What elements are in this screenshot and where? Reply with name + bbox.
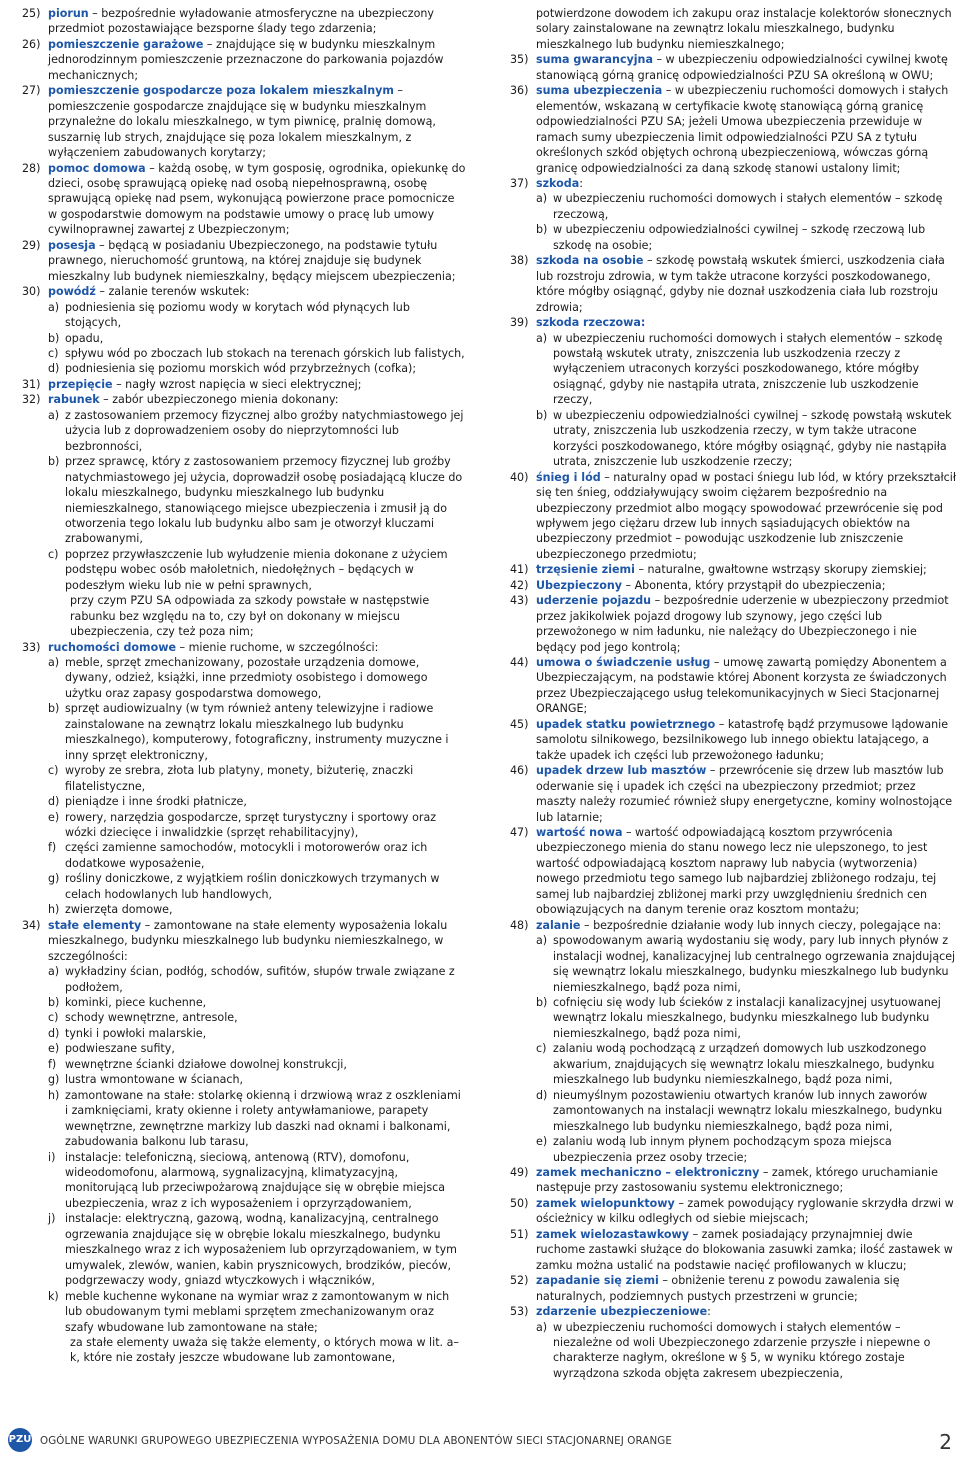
definition-text: – zamek powodujący ryglowanie skrzydła drzwi w ościeżnicy w kilku odległych od siebie miejscach; [536, 1196, 954, 1226]
definition-text: potwierdzone dowodem ich zakupu oraz instalacje kolektorów słonecznych solary zainstalowane na zewnątrz lokalu mieszkalnego, budynku mieszkalnego lub budynku niemieszkalnego; [536, 7, 952, 51]
sub-item-text: w ubezpieczeniu ruchomości domowych i stałych elementów – niezależne od woli Ubezpieczonego zdarzenie przyszłe i niepewne o charakterze nagłym, określone w § 5, w wyniku którego zostaje wyrządzona szkoda objęta zakresem ubezpieczenia, [553, 1320, 931, 1380]
definition-item [510, 1196, 956, 1227]
sub-item [22, 763, 466, 794]
sub-item [22, 1041, 466, 1056]
sub-item-letter: d) [536, 1088, 548, 1102]
sub-item-text: lustra wmontowane w ścianach, [65, 1073, 244, 1087]
sub-item-letter: c) [48, 764, 59, 778]
right-column [510, 6, 956, 1381]
sub-item [510, 191, 956, 222]
sub-item-text: pieniądze i inne środki płatnicze, [65, 795, 247, 809]
definition-item [510, 655, 956, 717]
sub-item-letter: g) [48, 872, 60, 886]
defined-term: pomieszczenie gospodarcze poza lokalem mieszkalnym [48, 84, 394, 98]
definition-item [22, 37, 466, 83]
item-number: 35) [510, 53, 529, 67]
definition-item [22, 6, 466, 37]
definition-text: – nagły wzrost napięcia w sieci elektrycznej; [112, 377, 362, 391]
defined-term: powódź [48, 285, 96, 299]
sub-item-letter: a) [48, 408, 60, 422]
defined-term: zamek mechaniczno – elektroniczny [536, 1165, 760, 1179]
sub-item [510, 331, 956, 408]
definition-item [510, 176, 956, 191]
defined-term: upadek drzew lub masztów [536, 764, 707, 778]
sub-item [22, 361, 466, 376]
page-number: 2 [939, 1430, 952, 1454]
sub-item-text: zalaniu wodą pochodzącą z urządzeń domowych lub uszkodzonego akwarium, znajdujących się wewnątrz lokalu mieszkalnego, budynku mieszkalnego lub budynku niemieszkalnego, bądź poza nimi, [553, 1042, 935, 1087]
defined-term: zamek wielozastawkowy [536, 1227, 690, 1241]
defined-term: pomoc domowa [48, 161, 146, 175]
item-number: 28) [22, 161, 41, 175]
sub-item-letter: d) [48, 362, 60, 376]
item-number: 46) [510, 764, 529, 778]
definition-text: – bezpośrednie wyładowanie atmosferyczne na ubezpieczony przedmiot pozostawiające bezsporne ślady tego zdarzenia; [48, 7, 434, 36]
definition-item [22, 918, 466, 964]
sub-item-text: podniesienia się poziomu morskich wód przybrzeżnych (cofka); [65, 362, 417, 376]
definition-item [510, 315, 956, 330]
definition-item [510, 1165, 956, 1196]
sub-item-text: tynki i powłoki malarskie, [65, 1026, 207, 1040]
defined-term: szkoda na osobie [536, 254, 644, 268]
item-number: 49) [510, 1165, 529, 1179]
defined-term: pomieszczenie garażowe [48, 37, 204, 51]
footer-title: OGÓLNE WARUNKI GRUPOWEGO UBEZPIECZENIA WYPOSAŻENIA DOMU DLA ABONENTÓW SIECI STACJONARNEJ ORANGE [40, 1435, 672, 1447]
sub-item [510, 222, 956, 253]
definition-text: – zamontowane na stałe elementy wyposażenia lokalu mieszkalnego, budynku mieszkalnego lub budynku niemieszkalnego, w szczególności: [48, 918, 448, 963]
sub-item-text: sprzęt audiowizualny (w tym również anteny telewizyjne i radiowe zainstalowane na zewnątrz lokalu mieszkalnego lub budynku mieszkalnego), komputerowy, fotograficzny, instrumenty muzyczne i inny sprzęt elektroniczny, [65, 702, 449, 762]
sub-item-text: opadu, [65, 331, 104, 345]
defined-term: umowa o świadczenie usług [536, 656, 711, 670]
sub-item [22, 1057, 466, 1072]
sub-item [22, 408, 466, 454]
item-number: 43) [510, 594, 529, 608]
sub-item-letter: f) [48, 1057, 57, 1071]
sub-item [510, 933, 956, 995]
definition-text: – mienie ruchome, w szczególności: [176, 640, 379, 654]
item-number: 31) [22, 377, 41, 391]
sub-item [22, 346, 466, 361]
sub-item [510, 408, 956, 470]
definition-item [22, 392, 466, 407]
sub-item-letter: a) [48, 656, 60, 670]
sub-item-text: zwierzęta domowe, [65, 903, 173, 917]
sub-item [510, 995, 956, 1041]
item-number: 39) [510, 316, 529, 330]
item-number: 26) [22, 37, 41, 51]
sub-item-text: w ubezpieczeniu odpowiedzialności cywilnej – szkodę rzeczową lub szkodę na osobie; [553, 223, 926, 252]
definition-text: – szkodę powstałą wskutek śmierci, uszkodzenia ciała lub rozstroju zdrowia, w tym także utracone korzyści poszkodowanego, które mógłby osiągnąć, gdyby nie doznał uszkodzenia ciała lub rozstroju zdrowia; [536, 254, 945, 314]
definition-item [510, 83, 956, 176]
sub-item-text: meble, sprzęt zmechanizowany, pozostałe urządzenia domowe, dywany, odzież, książki, inne przedmioty osobistego i domowego użytku oraz zapasy gospodarstwa domowego, [65, 656, 428, 700]
defined-term: wartość nowa [536, 826, 623, 840]
definition-item [510, 1304, 956, 1319]
definition-item [510, 562, 956, 577]
sub-item [22, 902, 466, 917]
sub-item-letter: a) [536, 192, 548, 206]
sub-item-text: wewnętrzne ścianki działowe dowolnej konstrukcji, [65, 1057, 347, 1071]
sub-item-letter: b) [48, 331, 60, 345]
sub-item-text: wykładziny ścian, podłóg, schodów, sufitów, słupów trwale związane z podłożem, [65, 965, 455, 994]
definition-text: – zabór ubezpieczonego mienia dokonany: [99, 393, 339, 407]
definition-item [22, 377, 466, 392]
definition-text: – będącą w posiadaniu Ubezpieczonego, na podstawie tytułu prawnego, nieruchomość gruntową, na której znajduje się budynek mieszkalny lub budynek niemieszkalny, będący miejscem ubezpieczenia; [48, 238, 456, 283]
definition-text: – umowę zawartą pomiędzy Abonentem a Ubezpieczającym, na podstawie której Abonent korzysta ze świadczonych przez Ubezpieczającego usług telekomunikacyjnych w Sieci Stacjonarnej ORANGE; [536, 656, 947, 716]
sub-item-letter: b) [48, 702, 60, 716]
item-number: 52) [510, 1274, 529, 1288]
sub-item-letter: g) [48, 1073, 60, 1087]
defined-term: piorun [48, 7, 89, 20]
sub-item-letter: b) [536, 223, 548, 237]
sub-item-text: części zamienne samochodów, motocykli i motorowerów oraz ich dodatkowe wyposażenie, [65, 841, 428, 870]
item-number: 41) [510, 563, 529, 577]
definition-text: – naturalne, gwałtowne wstrząsy skorupy ziemskiej; [634, 563, 927, 577]
item-closing-text: przy czym PZU SA odpowiada za szkody powstałe w następstwie rabunku bez względu na to, czy był on dokonany w miejscu ubezpieczenia, czy też poza nim; [70, 594, 430, 639]
definition-text: – Abonenta, który przystąpił do ubezpieczenia; [621, 578, 886, 592]
sub-item-text: poprzez przywłaszczenie lub wyłudzenie mienia dokonane z użyciem podstępu wobec osób małoletnich, niedołężnych – będących w podeszłym wieku lub nie w pełni sprawnych, [65, 547, 448, 592]
sub-item-text: w ubezpieczeniu ruchomości domowych i stałych elementów – szkodę rzeczową, [553, 192, 943, 221]
item-number: 33) [22, 640, 41, 654]
sub-item-text: rośliny doniczkowe, z wyjątkiem roślin doniczkowych trzymanych w celach hodowlanych lub handlowych, [65, 872, 440, 901]
sub-item-letter: k) [48, 1289, 59, 1303]
definition-text: – zamek posiadający przynajmniej dwie ruchome zastawki służące do blokowania zasuwki zamka; ilość zastawek w zamku można ustalić na podstawie nacięć profilowanych w kluczu; [536, 1227, 953, 1272]
sub-item [22, 1026, 466, 1041]
item-number: 50) [510, 1196, 529, 1210]
sub-item-text: zalaniu wodą lub innym płynem pochodzącym spoza miejsca ubezpieczenia przez osoby trzecie; [553, 1135, 892, 1164]
defined-term: szkoda rzeczowa: [536, 316, 646, 330]
left-column [22, 6, 466, 1366]
sub-item-text: meble kuchenne wykonane na wymiar wraz z zamontowanym w nich lub obudowanym tymi meblami sprzętem zmechanizowanym oraz szafy wbudowane lub zamontowane na stałe; [65, 1289, 450, 1334]
pzu-logo-icon: PZU [8, 1428, 32, 1452]
sub-item-letter: h) [48, 903, 60, 917]
definition-text: – bezpośrednie działanie wody lub innych cieczy, polegające na: [580, 918, 942, 932]
definition-item [510, 593, 956, 655]
sub-item-letter: e) [536, 1135, 548, 1149]
definition-text: – naturalny opad w postaci śniegu lub lód, w który przekształcił się ten śnieg, oddziaływujący swoim ciężarem bezpośrednio na ubezpieczony przedmiot albo mogący spowodować przewrócenie się pod wpływem jego ciężaru drzew lub innych sąsiadujących obiektów na ubezpieczony przedmiot – powodując uszkodzenie lub zniszczenie ubezpieczonego przedmiotu; [536, 470, 956, 561]
sub-item-letter: a) [536, 331, 548, 345]
sub-item [22, 1289, 466, 1335]
defined-term: Ubezpieczony [536, 578, 622, 592]
sub-item-letter: a) [536, 1320, 548, 1334]
definition-text: : [707, 1305, 711, 1319]
definition-text: – pomieszczenie gospodarcze znajdujące się w budynku mieszkalnym przynależne do lokalu mieszkalnego, w tym piwnicę, pralnię domową, suszarnię lub strych, znajdujące się poza lokalem mieszkalnym, z wyłączeniem zabudowanych korytarzy; [48, 84, 436, 160]
item-number: 48) [510, 918, 529, 932]
sub-item [510, 1320, 956, 1382]
sub-item [22, 331, 466, 346]
defined-term: trzęsienie ziemi [536, 563, 635, 577]
item-number: 40) [510, 470, 529, 484]
item-number: 45) [510, 717, 529, 731]
sub-item-text: instalacje: elektryczną, gazową, wodną, kanalizacyjną, centralnego ogrzewania znajdujące się w obrębie lokalu mieszkalnego, budynku mieszkalnego wraz z ich wyposażeniem lub oprzyrządowaniem, w tym umywalek, zlewów, wanien, kabin prysznicowych, brodzików, pieców, podgrzewaczy wody, gniazd wtyczkowych i włączników, [65, 1212, 457, 1288]
definition-item [510, 6, 956, 52]
item-number: 27) [22, 84, 41, 98]
sub-item [510, 1041, 956, 1087]
defined-term: ruchomości domowe [48, 640, 177, 654]
item-number: 32) [22, 393, 41, 407]
sub-item-letter: b) [536, 996, 548, 1009]
definition-text: : [579, 176, 583, 190]
item-number: 53) [510, 1305, 529, 1319]
defined-term: zalanie [536, 918, 581, 932]
sub-item-letter: b) [48, 996, 60, 1009]
definition-text: – bezpośrednie uderzenie w ubezpieczony przedmiot przez jakikolwiek pojazd drogowy lub szynowy, jego części lub przewożonego w nim ładunku, nie należący do Ubezpieczonego i nie będący pod jego kontrolą; [536, 594, 949, 654]
sub-item-letter: i) [48, 1150, 56, 1164]
sub-item [22, 810, 466, 841]
defined-term: suma gwarancyjna [536, 53, 653, 67]
sub-item-text: wyroby ze srebra, złota lub platyny, monety, biżuterię, znaczki filatelistyczne, [65, 764, 414, 793]
definition-item [510, 253, 956, 315]
sub-item-text: w ubezpieczeniu ruchomości domowych i stałych elementów – szkodę powstałą wskutek utraty, zniszczenia lub uszkodzenia rzeczy z wyłączeniem utraconych korzyści poszkodowanego, które mógłby osiągnąć, gdyby nie nastąpiła utrata, zniszczenie lub uszkodzenie rzeczy, [553, 331, 943, 407]
sub-item [510, 1134, 956, 1165]
definition-text: – przewrócenie się drzew lub masztów lub oderwanie się i upadek ich części na ubezpieczony przedmiot; przez maszty należy rozumieć również słupy energetyczne, kominy wolnostojące lub latarnie; [536, 764, 953, 824]
item-number: 51) [510, 1227, 529, 1241]
sub-item-text: przez sprawcę, który z zastosowaniem przemocy fizycznej lub groźby natychmiastowego jej użycia, doprowadził osobę posiadającą klucze do lokalu mieszkalnego, budynku mieszkalnego lub budynku niemieszkalnego, stanowiącego miejsce ubezpieczenia i zmusił ją do otworzenia tego lokalu lub budynku albo sam je otworzył kluczami zrabowanymi, [65, 455, 463, 546]
sub-item-letter: b) [536, 408, 548, 422]
sub-item-text: nieumyślnym pozostawieniu otwartych kranów lub innych zaworów zamontowanych na instalacji wewnątrz lokalu mieszkalnego, budynku mieszkalnego lub budynku niemieszkalnego, bądź poza nimi, [553, 1088, 943, 1133]
definition-item [510, 763, 956, 825]
sub-item [22, 1211, 466, 1288]
sub-item-letter: d) [48, 795, 60, 809]
sub-item [22, 1072, 466, 1087]
definition-item [510, 578, 956, 593]
sub-item-text: podniesienia się poziomu wody w korytach wód płynących lub stojących, [65, 300, 410, 330]
sub-item-letter: e) [48, 1042, 60, 1056]
definition-item [510, 1227, 956, 1273]
definition-item [510, 470, 956, 563]
sub-item-text: zamontowane na stałe: stolarkę okienną i drzwiową wraz z oszkleniami i zamknięciami, kraty okienne i rolety antywłamaniowe, parapety wewnętrzne, zewnętrzne markizy lub daszki nad oknami i balkonami, zabudowania balkonu lub tarasu, [65, 1088, 461, 1149]
sub-item-text: w ubezpieczeniu odpowiedzialności cywilnej – szkodę powstałą wskutek utraty, zniszczenia lub uszkodzenia rzeczy, w tym także utracone korzyści poszkodowanego, które mógłby osiągnąć, gdyby nie nastąpiła utrata, zniszczenie lub uszkodzenie rzeczy; [553, 408, 952, 469]
definition-item [22, 284, 466, 299]
sub-item [22, 547, 466, 593]
sub-item-letter: d) [48, 1026, 60, 1040]
defined-term: zamek wielopunktowy [536, 1196, 675, 1210]
sub-item-letter: c) [536, 1042, 547, 1056]
sub-item-text: kominki, piece kuchenne, [65, 996, 207, 1009]
definition-item [510, 825, 956, 918]
sub-item [22, 995, 466, 1010]
sub-item [510, 1088, 956, 1134]
sub-item-text: z zastosowaniem przemocy fizycznej albo groźby natychmiastowego jej użycia lub z doprowadzeniem osoby do nieprzytomności lub bezbronności, [65, 408, 464, 453]
sub-item [22, 1150, 466, 1212]
sub-item-letter: j) [48, 1212, 56, 1226]
definition-item [22, 238, 466, 284]
sub-item [22, 1010, 466, 1025]
item-number: 38) [510, 254, 529, 268]
item-number: 25) [22, 7, 41, 20]
sub-item-letter: c) [48, 547, 59, 561]
sub-item-letter: c) [48, 346, 59, 360]
defined-term: uderzenie pojazdu [536, 594, 652, 608]
sub-item [22, 701, 466, 763]
definition-text: – każdą osobę, w tym gosposię, ogrodnika, opiekunkę do dzieci, osobę sprawującą opiekę nad osobą niepełnosprawną, osobę sprawującą opiekę nad psem, wykonującą powierzone prace pomocnicze w gospodarstwie domowym na podstawie umowy o pracę lub umowy cywilnoprawnej zawartej z Ubezpieczonym; [48, 161, 466, 237]
sub-item-text: cofnięciu się wody lub ścieków z instalacji kanalizacyjnej usytuowanej wewnątrz lokalu mieszkalnego, budynku mieszkalnego lub budynku niemieszkalnego, bądź poza nimi, [553, 996, 941, 1040]
sub-item-text: spływu wód po zboczach lub stokach na terenach górskich lub falistych, [65, 346, 465, 360]
definition-text: – wartość odpowiadającą kosztom przywrócenia ubezpieczonego mienia do stanu nowego lecz nie ulepszonego, to jest wartość odpowiadającą kosztom naprawy lub nabycia (wytworzenia) nowego przedmiotu tego samego lub najbardziej zbliżonego rodzaju, tej samej lub najbardziej zbliżonej marki przy uwzględnieniu średnich cen obowiązujących na danym terenie oraz kosztom montażu; [536, 826, 937, 917]
item-number: 44) [510, 656, 529, 670]
defined-term: zdarzenie ubezpieczeniowe [536, 1305, 708, 1319]
sub-item-letter: h) [48, 1088, 60, 1102]
definition-item [510, 52, 956, 83]
sub-item [22, 871, 466, 902]
definition-item [22, 640, 466, 655]
defined-term: przepięcie [48, 377, 113, 391]
definition-item [510, 1273, 956, 1304]
sub-item [22, 840, 466, 871]
definition-text: – zamek, którego uruchamianie następuje przy zastosowaniu systemu elektronicznego; [536, 1165, 938, 1195]
sub-item-letter: a) [48, 300, 60, 314]
page-footer [0, 1422, 960, 1460]
sub-item-text: instalacje: telefoniczną, sieciową, antenową (RTV), domofonu, wideodomofonu, alarmową, sygnalizacyjną, klimatyzacyjną, monitorującą lub przeciwpożarową znajdujące się w obrębie miejsca ubezpieczenia, wraz z ich wyposażeniem i oprzyrządowaniem, [65, 1150, 445, 1210]
sub-item-text: podwieszane sufity, [65, 1042, 175, 1056]
sub-item-letter: c) [48, 1011, 59, 1025]
definition-item [22, 83, 466, 160]
sub-item-text: rowery, narzędzia gospodarcze, sprzęt turystyczny i sportowy oraz wózki dziecięce i inwalidzkie (sprzęt rehabilitacyjny), [65, 810, 437, 840]
sub-item [22, 964, 466, 995]
defined-term: stałe elementy [48, 918, 142, 932]
item-number: 36) [510, 84, 529, 98]
sub-item-text: schody wewnętrzne, antresole, [65, 1011, 238, 1025]
item-number: 42) [510, 578, 529, 592]
definition-item [22, 161, 466, 238]
sub-item-letter: f) [48, 841, 57, 855]
defined-term: posesja [48, 238, 96, 252]
sub-item [22, 1088, 466, 1150]
definition-item [510, 918, 956, 933]
definition-text: – katastrofę bądź przymusowe lądowanie samolotu silnikowego, bezsilnikowego lub innego obiektu latającego, a także upadek ich części lub przewożonego ładunku; [536, 717, 949, 762]
definition-text: – obniżenie terenu z powodu zawalenia się naturalnych, podziemnych pustych przestrzeni w gruncie; [536, 1274, 900, 1303]
item-number: 30) [22, 285, 41, 299]
defined-term: suma ubezpieczenia [536, 84, 663, 98]
definition-item [510, 717, 956, 763]
item-number: 47) [510, 826, 529, 840]
definition-text: – w ubezpieczeniu odpowiedzialności cywilnej kwotę stanowiącą górną granicę odpowiedzialności PZU SA określoną w OWU; [536, 53, 948, 82]
sub-item [22, 794, 466, 809]
defined-term: szkoda [536, 176, 580, 190]
sub-item [22, 454, 466, 547]
sub-item [22, 300, 466, 331]
sub-item-letter: a) [48, 965, 60, 979]
item-number: 37) [510, 176, 529, 190]
sub-item-text: spowodowanym awarią wydostaniu się wody, pary lub innych płynów z instalacji wodnej, kanalizacyjnej lub centralnego ogrzewania znajdującej się wewnątrz lokalu mieszkalnego, budynku mieszkalnego lub budynku niemieszkalnego, bądź poza nimi, [553, 934, 956, 994]
sub-item-letter: a) [536, 934, 548, 948]
sub-item-letter: b) [48, 455, 60, 469]
item-number: 34) [22, 918, 41, 932]
definition-text: – w ubezpieczeniu ruchomości domowych i stałych elementów, wskazaną w certyfikacie kwotę stanowiącą górną granicę odpowiedzialności PZU SA; jeżeli Umowa ubezpieczenia przewiduje w ramach sumy ubezpieczenia limit odpowiedzialności PZU SA z tytułu określonych szkód objętych ochroną ubezpieczeniową, wówczas górną granicę odpowiedzialności za daną szkodę stanowi ustalony limit; [536, 84, 949, 175]
definition-text: – zalanie terenów wskutek: [95, 285, 250, 299]
defined-term: upadek statku powietrznego [536, 717, 716, 731]
defined-term: śnieg i lód [536, 470, 601, 484]
defined-term: zapadanie się ziemi [536, 1274, 659, 1288]
defined-term: rabunek [48, 393, 100, 407]
sub-item-letter: e) [48, 810, 60, 824]
item-closing-text: za stałe elementy uważa się także elementy, o których mowa w lit. a–k, które nie zostały jeszcze wbudowane lub zamontowane, [70, 1335, 459, 1365]
item-number: 29) [22, 238, 41, 252]
sub-item [22, 655, 466, 701]
definition-text: – znajdujące się w budynku mieszkalnym jednorodzinnym pomieszczenie przeznaczone do parkowania pojazdów mechanicznych; [48, 37, 444, 82]
